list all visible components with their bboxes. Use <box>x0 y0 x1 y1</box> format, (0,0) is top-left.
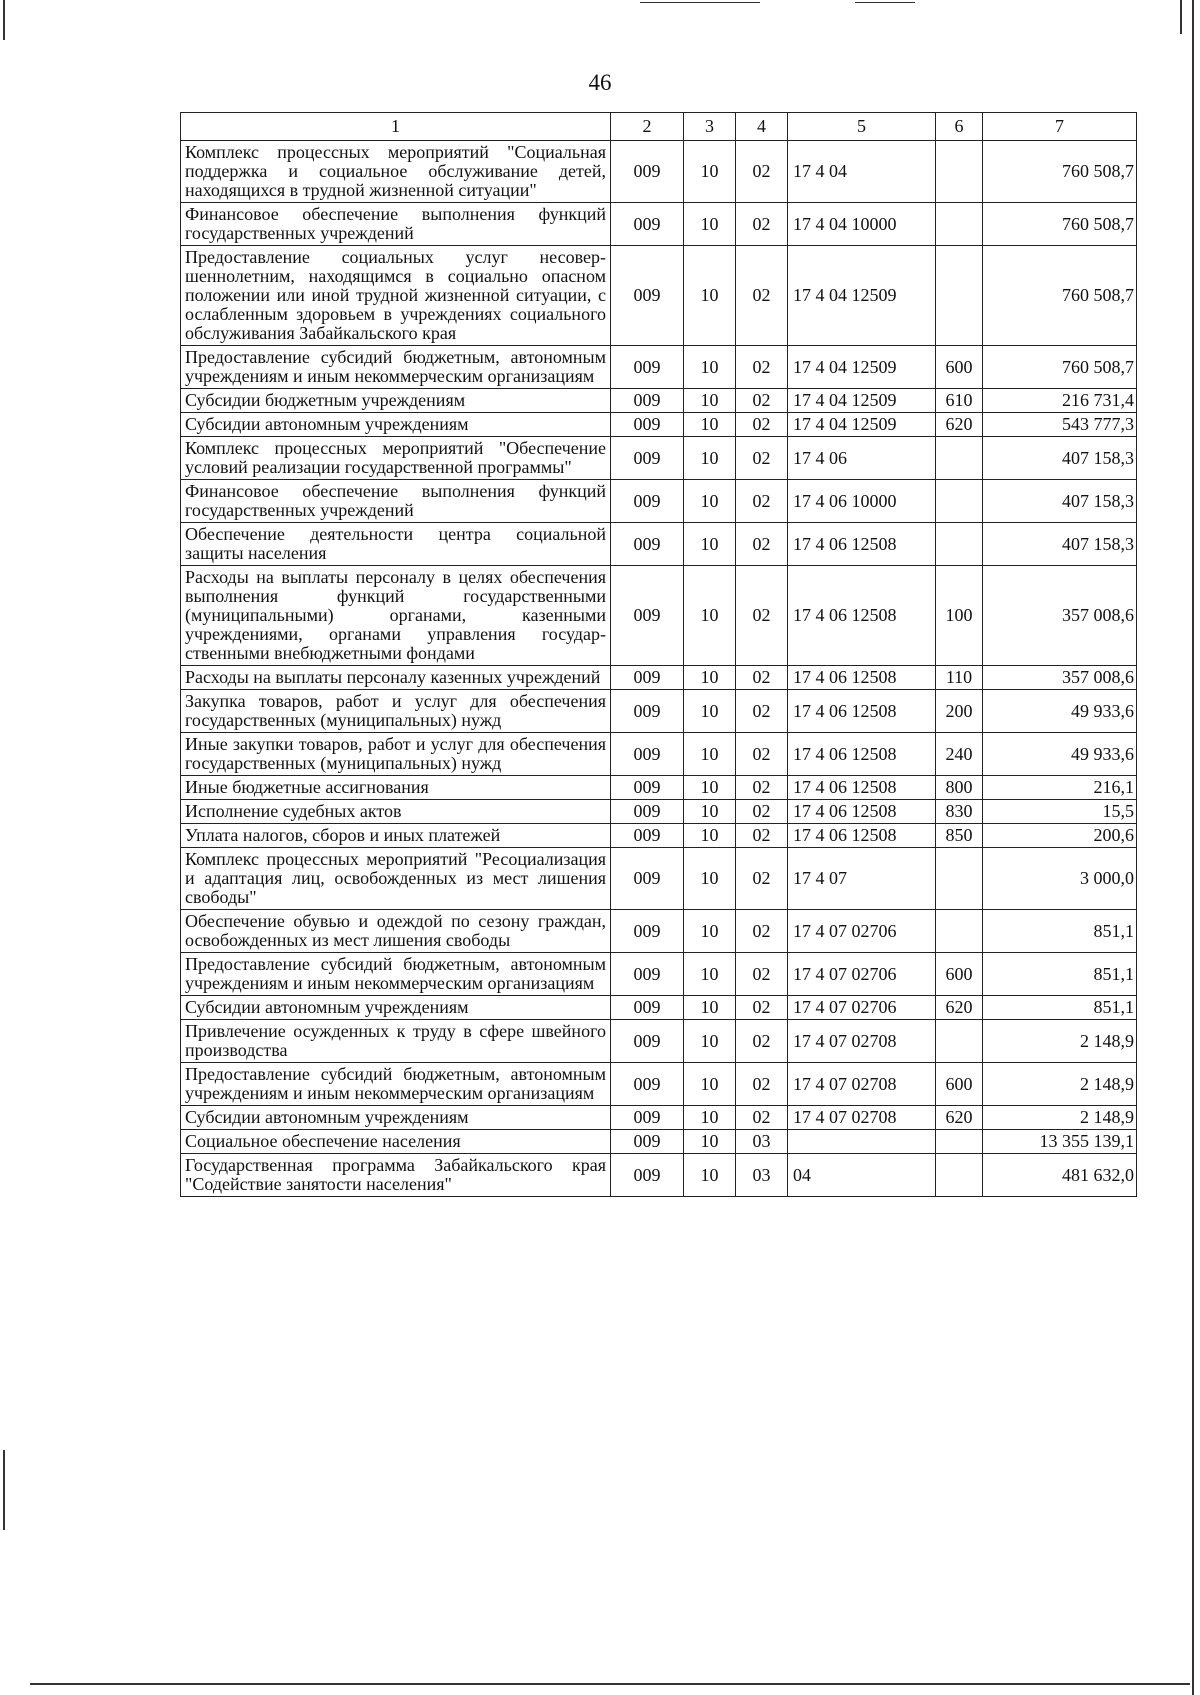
row-target-code: 17 4 07 02708 <box>788 1020 936 1063</box>
row-expense-type <box>936 1020 983 1063</box>
row-amount: 851,1 <box>983 953 1137 996</box>
row-subsection: 02 <box>736 346 788 389</box>
row-chapter: 009 <box>611 666 684 690</box>
row-chapter: 009 <box>611 996 684 1020</box>
row-subsection: 03 <box>736 1154 788 1197</box>
table-row <box>181 389 1137 413</box>
row-subsection: 02 <box>736 848 788 910</box>
table-row <box>181 824 1137 848</box>
row-name: Комплекс процессных мероприятий "Социальная поддержка и социальное обслуживание детей, находящихся в трудной жизненной ситуации" <box>181 141 611 203</box>
header-col-4: 4 <box>736 113 788 141</box>
table-row <box>181 1130 1137 1154</box>
row-target-code <box>788 1130 936 1154</box>
row-amount: 407 158,3 <box>983 437 1137 480</box>
row-name: Субсидии автономным учреждениям <box>181 1106 611 1130</box>
scan-edge-left <box>3 0 5 40</box>
row-amount: 851,1 <box>983 910 1137 953</box>
row-amount: 407 158,3 <box>983 480 1137 523</box>
table-row <box>181 437 1137 480</box>
row-section: 10 <box>684 800 736 824</box>
row-expense-type: 830 <box>936 800 983 824</box>
row-target-code: 17 4 04 12509 <box>788 413 936 437</box>
row-amount: 2 148,9 <box>983 1020 1137 1063</box>
row-target-code: 17 4 07 02706 <box>788 953 936 996</box>
row-expense-type <box>936 203 983 246</box>
row-expense-type <box>936 1154 983 1197</box>
row-expense-type: 600 <box>936 953 983 996</box>
row-target-code: 17 4 07 02708 <box>788 1063 936 1106</box>
table-row <box>181 246 1137 346</box>
row-target-code: 17 4 06 12508 <box>788 566 936 666</box>
row-name: Иные бюджетные ассигнования <box>181 776 611 800</box>
row-expense-type <box>936 523 983 566</box>
row-expense-type: 240 <box>936 733 983 776</box>
row-amount: 543 777,3 <box>983 413 1137 437</box>
row-amount: 15,5 <box>983 800 1137 824</box>
row-section: 10 <box>684 523 736 566</box>
row-target-code: 17 4 04 <box>788 141 936 203</box>
row-section: 10 <box>684 480 736 523</box>
row-section: 10 <box>684 1063 736 1106</box>
table-row <box>181 910 1137 953</box>
row-subsection: 02 <box>736 666 788 690</box>
row-amount: 760 508,7 <box>983 203 1137 246</box>
row-amount: 49 933,6 <box>983 690 1137 733</box>
row-amount: 2 148,9 <box>983 1063 1137 1106</box>
row-name: Предоставление субсидий бюджетным, автономным учреждениям и иным некоммерческим организациям <box>181 953 611 996</box>
table-row <box>181 523 1137 566</box>
row-chapter: 009 <box>611 346 684 389</box>
row-amount: 760 508,7 <box>983 346 1137 389</box>
table-row <box>181 413 1137 437</box>
table-row <box>181 203 1137 246</box>
header-col-7: 7 <box>983 113 1137 141</box>
scan-edge-bottom <box>30 1683 1190 1685</box>
row-subsection: 02 <box>736 910 788 953</box>
row-name: Субсидии автономным учреждениям <box>181 996 611 1020</box>
row-subsection: 02 <box>736 437 788 480</box>
row-section: 10 <box>684 996 736 1020</box>
row-subsection: 02 <box>736 776 788 800</box>
row-section: 10 <box>684 413 736 437</box>
row-section: 10 <box>684 141 736 203</box>
row-chapter: 009 <box>611 800 684 824</box>
row-expense-type: 110 <box>936 666 983 690</box>
scan-edge-right <box>1192 0 1194 1695</box>
row-target-code: 17 4 06 12508 <box>788 800 936 824</box>
row-expense-type <box>936 480 983 523</box>
row-expense-type: 100 <box>936 566 983 666</box>
row-section: 10 <box>684 389 736 413</box>
row-name: Субсидии автономным учреждениям <box>181 413 611 437</box>
row-chapter: 009 <box>611 1020 684 1063</box>
row-chapter: 009 <box>611 910 684 953</box>
table-header-row <box>181 113 1137 141</box>
row-section: 10 <box>684 733 736 776</box>
row-subsection: 02 <box>736 141 788 203</box>
row-name: Финансовое обеспечение выполнения функций государственных учреждений <box>181 480 611 523</box>
row-subsection: 02 <box>736 690 788 733</box>
row-chapter: 009 <box>611 566 684 666</box>
row-chapter: 009 <box>611 848 684 910</box>
table-row <box>181 733 1137 776</box>
row-chapter: 009 <box>611 523 684 566</box>
row-amount: 200,6 <box>983 824 1137 848</box>
row-expense-type: 800 <box>936 776 983 800</box>
row-amount: 407 158,3 <box>983 523 1137 566</box>
row-target-code: 17 4 06 12508 <box>788 824 936 848</box>
row-expense-type: 600 <box>936 1063 983 1106</box>
table-row <box>181 346 1137 389</box>
row-name: Комплекс процессных мероприятий "Ресоциализация и адаптация лиц, освобожденных из мест лишения свободы" <box>181 848 611 910</box>
row-section: 10 <box>684 666 736 690</box>
scan-edge-top-right <box>855 2 915 3</box>
row-amount: 851,1 <box>983 996 1137 1020</box>
row-amount: 357 008,6 <box>983 666 1137 690</box>
row-chapter: 009 <box>611 413 684 437</box>
row-subsection: 02 <box>736 824 788 848</box>
row-target-code: 17 4 06 12508 <box>788 776 936 800</box>
row-section: 10 <box>684 1020 736 1063</box>
scan-edge-left-lower <box>3 1450 5 1530</box>
row-name: Социальное обеспечение населения <box>181 1130 611 1154</box>
row-expense-type <box>936 437 983 480</box>
row-section: 10 <box>684 1154 736 1197</box>
row-target-code: 17 4 04 12509 <box>788 346 936 389</box>
table-row <box>181 666 1137 690</box>
row-subsection: 02 <box>736 566 788 666</box>
row-target-code: 17 4 06 <box>788 437 936 480</box>
table-row <box>181 480 1137 523</box>
row-subsection: 02 <box>736 203 788 246</box>
row-subsection: 02 <box>736 953 788 996</box>
row-amount: 760 508,7 <box>983 246 1137 346</box>
row-section: 10 <box>684 1106 736 1130</box>
row-expense-type: 620 <box>936 413 983 437</box>
table-row <box>181 996 1137 1020</box>
row-section: 10 <box>684 437 736 480</box>
table-row <box>181 566 1137 666</box>
row-chapter: 009 <box>611 246 684 346</box>
row-amount: 13 355 139,1 <box>983 1130 1137 1154</box>
row-section: 10 <box>684 346 736 389</box>
row-expense-type: 850 <box>936 824 983 848</box>
row-subsection: 02 <box>736 1106 788 1130</box>
row-section: 10 <box>684 1130 736 1154</box>
row-subsection: 02 <box>736 246 788 346</box>
row-amount: 216 731,4 <box>983 389 1137 413</box>
row-target-code: 17 4 06 12508 <box>788 666 936 690</box>
row-section: 10 <box>684 953 736 996</box>
header-col-5: 5 <box>788 113 936 141</box>
row-chapter: 009 <box>611 1106 684 1130</box>
row-amount: 760 508,7 <box>983 141 1137 203</box>
row-name: Субсидии бюджетным учреждениям <box>181 389 611 413</box>
row-target-code: 17 4 04 12509 <box>788 389 936 413</box>
row-amount: 2 148,9 <box>983 1106 1137 1130</box>
row-target-code: 17 4 07 02708 <box>788 1106 936 1130</box>
row-chapter: 009 <box>611 389 684 413</box>
row-chapter: 009 <box>611 1130 684 1154</box>
budget-table <box>180 112 1137 1197</box>
scan-edge-top <box>640 2 760 3</box>
table-row <box>181 141 1137 203</box>
table-row <box>181 1020 1137 1063</box>
row-expense-type <box>936 848 983 910</box>
row-name: Обеспечение обувью и одеждой по сезону граждан, освобожденных из мест лишения свободы <box>181 910 611 953</box>
row-subsection: 02 <box>736 480 788 523</box>
header-col-1: 1 <box>181 113 611 141</box>
row-target-code: 17 4 06 12508 <box>788 690 936 733</box>
row-chapter: 009 <box>611 203 684 246</box>
row-target-code: 17 4 07 02706 <box>788 996 936 1020</box>
table-row <box>181 953 1137 996</box>
table-row <box>181 690 1137 733</box>
row-amount: 481 632,0 <box>983 1154 1137 1197</box>
row-expense-type <box>936 1130 983 1154</box>
row-chapter: 009 <box>611 141 684 203</box>
row-name: Финансовое обеспечение выполнения функций государственных учреждений <box>181 203 611 246</box>
row-subsection: 02 <box>736 800 788 824</box>
row-target-code: 17 4 04 12509 <box>788 246 936 346</box>
row-name: Исполнение судебных актов <box>181 800 611 824</box>
row-subsection: 02 <box>736 523 788 566</box>
row-name: Расходы на выплаты персоналу казенных учреждений <box>181 666 611 690</box>
row-chapter: 009 <box>611 733 684 776</box>
row-name: Предоставление субсидий бюджетным, автономным учреждениям и иным некоммерческим организациям <box>181 346 611 389</box>
row-expense-type <box>936 246 983 346</box>
header-col-2: 2 <box>611 113 684 141</box>
row-chapter: 009 <box>611 1063 684 1106</box>
row-chapter: 009 <box>611 1154 684 1197</box>
row-name: Обеспечение деятельности центра социальной защиты населения <box>181 523 611 566</box>
row-amount: 216,1 <box>983 776 1137 800</box>
row-target-code: 17 4 04 10000 <box>788 203 936 246</box>
row-target-code: 17 4 06 10000 <box>788 480 936 523</box>
row-chapter: 009 <box>611 480 684 523</box>
header-col-3: 3 <box>684 113 736 141</box>
row-name: Предоставление социальных услуг несовершеннолетним, находящимся в социально опасном положении или иной трудной жизненной ситуации, с ослабленным здоровьем в учреждениях социального обслуживания Забайкальского края <box>181 246 611 346</box>
row-amount: 3 000,0 <box>983 848 1137 910</box>
row-chapter: 009 <box>611 776 684 800</box>
row-name: Привлечение осужденных к труду в сфере швейного производства <box>181 1020 611 1063</box>
table-row <box>181 1154 1137 1197</box>
row-expense-type: 610 <box>936 389 983 413</box>
row-subsection: 02 <box>736 413 788 437</box>
row-subsection: 02 <box>736 733 788 776</box>
row-section: 10 <box>684 690 736 733</box>
row-expense-type: 620 <box>936 1106 983 1130</box>
row-section: 10 <box>684 824 736 848</box>
row-name: Комплекс процессных мероприятий "Обеспечение условий реализации государственной программы" <box>181 437 611 480</box>
row-name: Уплата налогов, сборов и иных платежей <box>181 824 611 848</box>
table-row <box>181 800 1137 824</box>
row-amount: 49 933,6 <box>983 733 1137 776</box>
row-chapter: 009 <box>611 690 684 733</box>
row-amount: 357 008,6 <box>983 566 1137 666</box>
row-target-code: 17 4 06 12508 <box>788 733 936 776</box>
row-section: 10 <box>684 776 736 800</box>
row-subsection: 02 <box>736 389 788 413</box>
row-target-code: 17 4 06 12508 <box>788 523 936 566</box>
row-expense-type: 620 <box>936 996 983 1020</box>
row-name: Предоставление субсидий бюджетным, автономным учреждениям и иным некоммерческим организациям <box>181 1063 611 1106</box>
row-name: Расходы на выплаты персоналу в целях обеспечения выполнения функций государственными (муниципальными) органами, казенными учреждениями, органами управления государственными внебюджетными фондами <box>181 566 611 666</box>
row-chapter: 009 <box>611 824 684 848</box>
row-subsection: 02 <box>736 996 788 1020</box>
row-expense-type: 200 <box>936 690 983 733</box>
row-name: Иные закупки товаров, работ и услуг для обеспечения государственных (муниципальных) нужд <box>181 733 611 776</box>
row-section: 10 <box>684 910 736 953</box>
row-chapter: 009 <box>611 437 684 480</box>
row-chapter: 009 <box>611 953 684 996</box>
row-section: 10 <box>684 246 736 346</box>
row-section: 10 <box>684 566 736 666</box>
row-name: Государственная программа Забайкальского края "Содействие занятости населения" <box>181 1154 611 1197</box>
row-section: 10 <box>684 203 736 246</box>
row-expense-type <box>936 910 983 953</box>
header-col-6: 6 <box>936 113 983 141</box>
row-target-code: 04 <box>788 1154 936 1197</box>
row-expense-type: 600 <box>936 346 983 389</box>
row-section: 10 <box>684 848 736 910</box>
row-subsection: 02 <box>736 1063 788 1106</box>
page-number: 46 <box>588 70 612 95</box>
row-subsection: 02 <box>736 1020 788 1063</box>
row-name: Закупка товаров, работ и услуг для обеспечения государственных (муниципальных) нужд <box>181 690 611 733</box>
table-row <box>181 1063 1137 1106</box>
row-target-code: 17 4 07 <box>788 848 936 910</box>
scan-edge-corner <box>1180 0 1182 34</box>
row-expense-type <box>936 141 983 203</box>
table-row <box>181 776 1137 800</box>
table-row <box>181 848 1137 910</box>
row-target-code: 17 4 07 02706 <box>788 910 936 953</box>
row-subsection: 03 <box>736 1130 788 1154</box>
table-row <box>181 1106 1137 1130</box>
